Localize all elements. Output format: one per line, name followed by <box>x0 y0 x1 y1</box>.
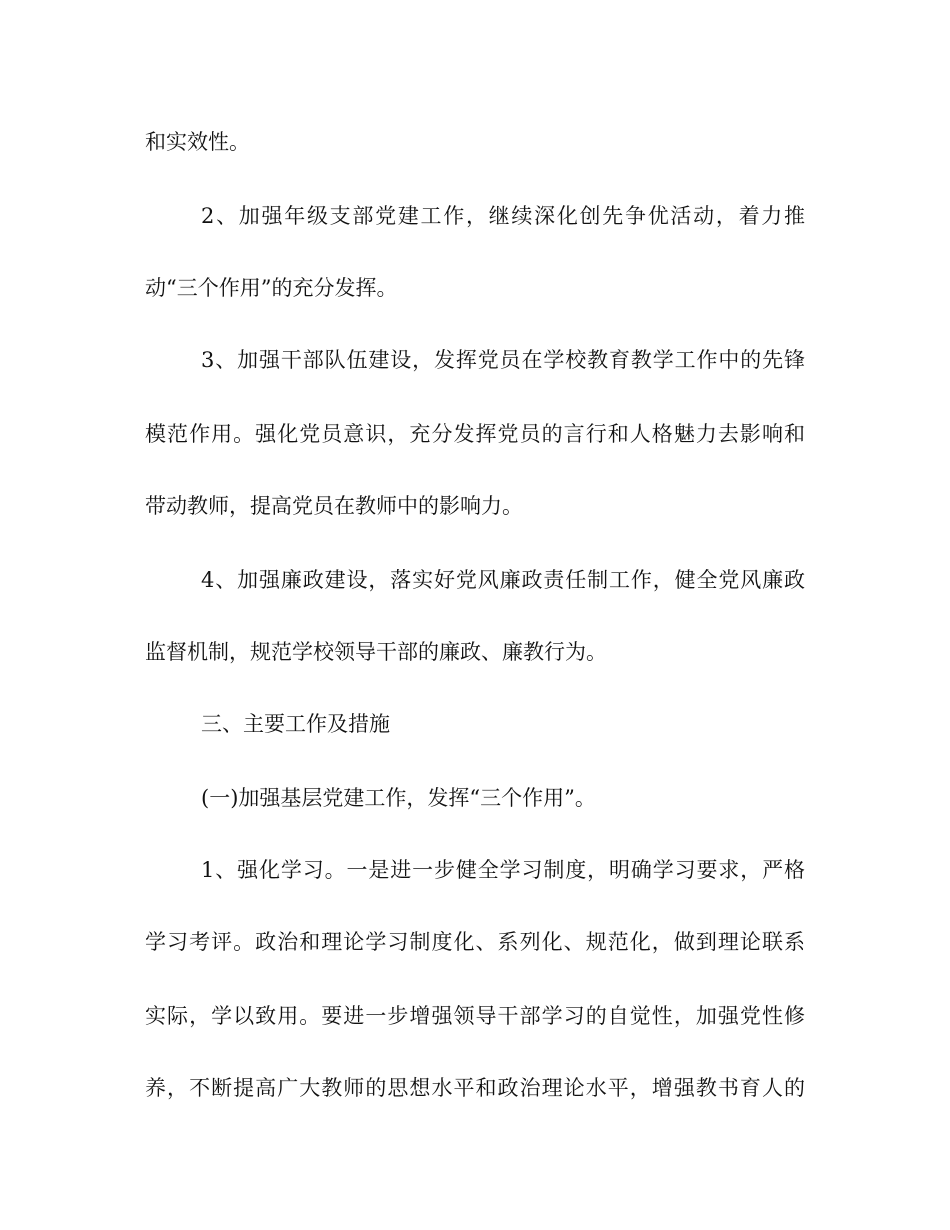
section-heading: 三、主要工作及措施 <box>201 712 390 736</box>
paragraph-line: 和实效性。 <box>145 130 250 154</box>
paragraph-line: 实际，学以致用。要进一步增强领导干部学习的自觉性，加强党性修 <box>145 1004 805 1028</box>
paragraph-line: 养，不断提高广大教师的思想水平和政治理论水平，增强教书育人的 <box>145 1076 805 1100</box>
paragraph-line: 4、加强廉政建设，落实好党风廉政责任制工作，健全党风廉政 <box>201 568 805 592</box>
paragraph-line: 1、强化学习。一是进一步健全学习制度，明确学习要求，严格 <box>201 858 805 882</box>
paragraph-line: 动“三个作用”的充分发挥。 <box>145 276 398 300</box>
paragraph-line: 模范作用。强化党员意识，充分发挥党员的言行和人格魅力去影响和 <box>145 422 805 446</box>
paragraph-line: 监督机制，规范学校领导干部的廉政、廉教行为。 <box>145 640 607 664</box>
subsection-heading: (一)加强基层党建工作，发挥“三个作用”。 <box>201 786 596 810</box>
paragraph-line: 学习考评。政治和理论学习制度化、系列化、规范化，做到理论联系 <box>145 930 805 954</box>
paragraph-line: 3、加强干部队伍建设，发挥党员在学校教育教学工作中的先锋 <box>201 348 805 372</box>
paragraph-line: 2、加强年级支部党建工作，继续深化创先争优活动，着力推 <box>201 204 805 228</box>
paragraph-line: 带动教师，提高党员在教师中的影响力。 <box>145 494 523 518</box>
